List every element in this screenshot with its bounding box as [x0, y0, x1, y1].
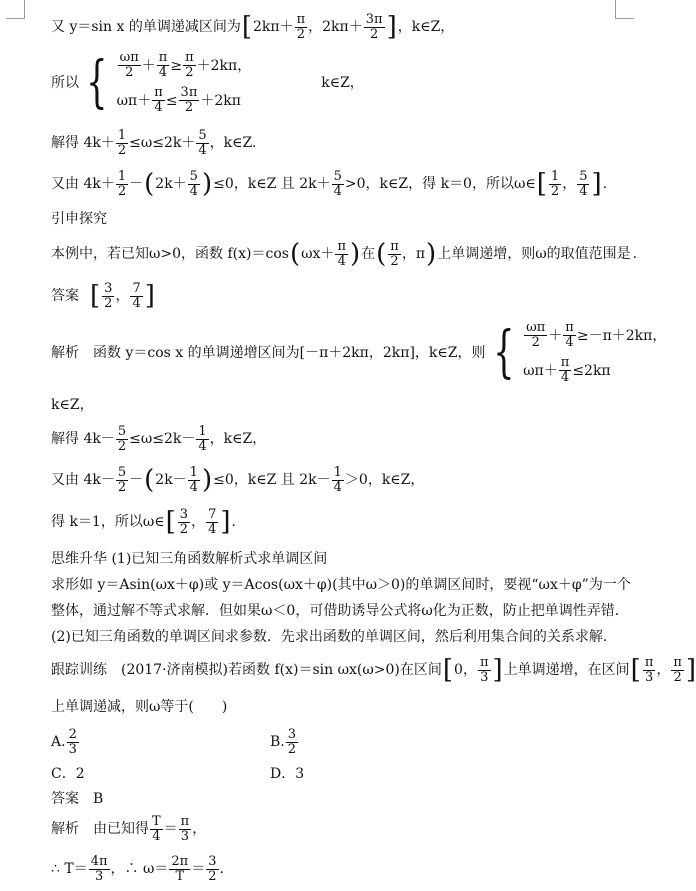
line-summary-heading: [51, 550, 622, 568]
section-heading-extension: [51, 210, 622, 228]
line-k-in-z: [51, 396, 622, 414]
heading: 引申探究: [51, 211, 107, 227]
text: 求形如 y＝Asin(ωx＋φ)或 y＝Acos(ωx＋φ)(其中ω＞0)的单调区间时，要视“ωx＋φ”为一个: [51, 577, 631, 593]
option-a[interactable]: A. $\frac{2}{3}$: [51, 726, 77, 757]
system-row: $\frac{\omega\pi}{2}$ ＋ $\frac{\pi}{4}$ ≥－π＋2kπ，: [526, 320, 667, 350]
option-c[interactable]: C．2: [51, 766, 85, 782]
line-analysis-practice-2: ∴ T＝ $\frac{4\pi}{3}$ ，∴ ω＝ $\frac{2\pi}{T}$ ＝ $\frac{3}{2}$ .: [51, 853, 224, 884]
fraction: $\frac{1}{2}$: [117, 127, 127, 158]
text: 又由 4k＋: [51, 176, 115, 192]
line-result-2: 得 k＝1，所以ω∈ [ $\frac{3}{2}$ ， $\frac{7}{4}$ ] .: [51, 506, 236, 537]
text: k∈Z，: [51, 397, 94, 413]
inequality-system: { $\frac{\omega\pi}{2}$ ＋ $\frac{\pi}{4}$ ≥－π＋2kπ， ωπ＋ $\frac{\pi}{4}$ ≤2kπ: [492, 320, 667, 385]
line-solve-1: [51, 126, 622, 160]
line-summary-2: [51, 602, 629, 620]
line-practice-question-2: [51, 698, 622, 716]
system-row: ωπ＋ $\frac{\pi}{4}$ ≤ $\frac{3\pi}{2}$ ＋2kπ: [116, 85, 241, 115]
line-answer-practice: [51, 790, 622, 808]
crop-mark-top-left: [6, 0, 25, 19]
text: 解析 函数 y＝cos x 的单调递增区间为[－π＋2kπ，2kπ]，k∈Z，则: [51, 345, 486, 361]
line-system-1: [51, 50, 622, 116]
line-extension-question: 本例中，若已知ω>0，函数 f(x)＝cos ( ωx＋ $\frac{\pi}{4}$ ) 在 ( $\frac{\pi}{2}$ ，π ) 上单调递增，则ω的取值范围是 .: [51, 238, 638, 269]
line-analysis-system: [51, 320, 667, 386]
line-summary-3: [51, 628, 622, 646]
line-solve-2: 解得 4k－ $\frac{5}{2}$ ≤ω≤2k－ $\frac{1}{4}$ ，k∈Z，: [51, 423, 267, 454]
line-practice-question: 跟踪训练 (2017·济南模拟)若函数 f(x)＝sin ωx(ω>0)在区间 [ 0， $\frac{\pi}{3}$ ] 上单调递增，在区间 [ $\frac{\pi}{3}$ ， $\frac{\pi}{2}$ ]: [51, 654, 696, 685]
bracket: [: [241, 12, 252, 42]
answer-label: 答案: [51, 288, 79, 304]
system-row: ωπ＋ $\frac{\pi}{4}$ ≤2kπ: [523, 355, 611, 385]
text: 整体，通过解不等式求解．但如果ω＜0，可借助诱导公式将ω化为正数，防止把单调性弄错．: [51, 603, 629, 619]
text: 所以: [51, 75, 79, 91]
fraction: $\frac{3\pi}{2}$: [365, 11, 383, 42]
answer-label: 答案 B: [51, 791, 104, 807]
text: ，k∈Z.: [209, 135, 257, 151]
system-row: $\frac{\omega\pi}{2}$ ＋ $\frac{\pi}{4}$ ≥ $\frac{\pi}{2}$ ＋2kπ，: [119, 50, 252, 80]
option-d[interactable]: D．3: [270, 766, 305, 782]
text: 本例中，若已知ω>0，函数 f(x)＝cos: [51, 246, 289, 262]
option-b[interactable]: B. $\frac{3}{2}$: [270, 726, 297, 757]
text: (2)已知三角函数的单调区间求参数．先求出函数的单调区间，然后利用集合间的关系求解．: [51, 629, 617, 645]
line-analysis-practice-1: 解析 由已知得 $\frac{T}{4}$ ＝ $\frac{\pi}{3}$ ，: [51, 813, 207, 844]
text: 2kπ＋: [253, 19, 294, 35]
text: 上单调递减，则ω等于( ): [51, 699, 228, 715]
line-summary-1: [51, 576, 631, 594]
text: 解得 4k＋: [51, 135, 115, 151]
text: ，2kπ＋: [308, 19, 363, 35]
brace: {: [86, 50, 108, 115]
inequality-system: [79, 51, 251, 115]
text: k∈Z，: [321, 75, 364, 91]
text: ，k∈Z，: [397, 19, 455, 35]
fraction: $\frac{\pi}{2}$: [296, 11, 306, 42]
text: ≤ω≤2k＋: [129, 135, 196, 151]
text: 又 y＝sin x 的单调递减区间为: [51, 19, 241, 35]
line-conclude-1: 又由 4k＋ $\frac{1}{2}$ － ( 2k＋ $\frac{5}{4}$ ) ≤0，k∈Z 且 2k＋ $\frac{5}{4}$ >0，k∈Z，得 k＝0，所以ω∈ [ $\frac{1}{2}$ ， $\frac{5}{4}$ ] .: [51, 168, 608, 199]
line-conclude-2: 又由 4k－ $\frac{5}{2}$ － ( 2k－ $\frac{1}{4}$ ) ≤0，k∈Z 且 2k－ $\frac{1}{4}$ ＞0，k∈Z，: [51, 464, 425, 495]
fraction: $\frac{5}{4}$: [198, 127, 207, 158]
line-decreasing-interval: [51, 10, 622, 44]
text: 思维升华 (1)已知三角函数解析式求单调区间: [51, 551, 328, 567]
line-answer-extension: 答案 [ $\frac{3}{2}$ ， $\frac{7}{4}$ ]: [51, 280, 155, 311]
bracket: ]: [386, 12, 397, 42]
